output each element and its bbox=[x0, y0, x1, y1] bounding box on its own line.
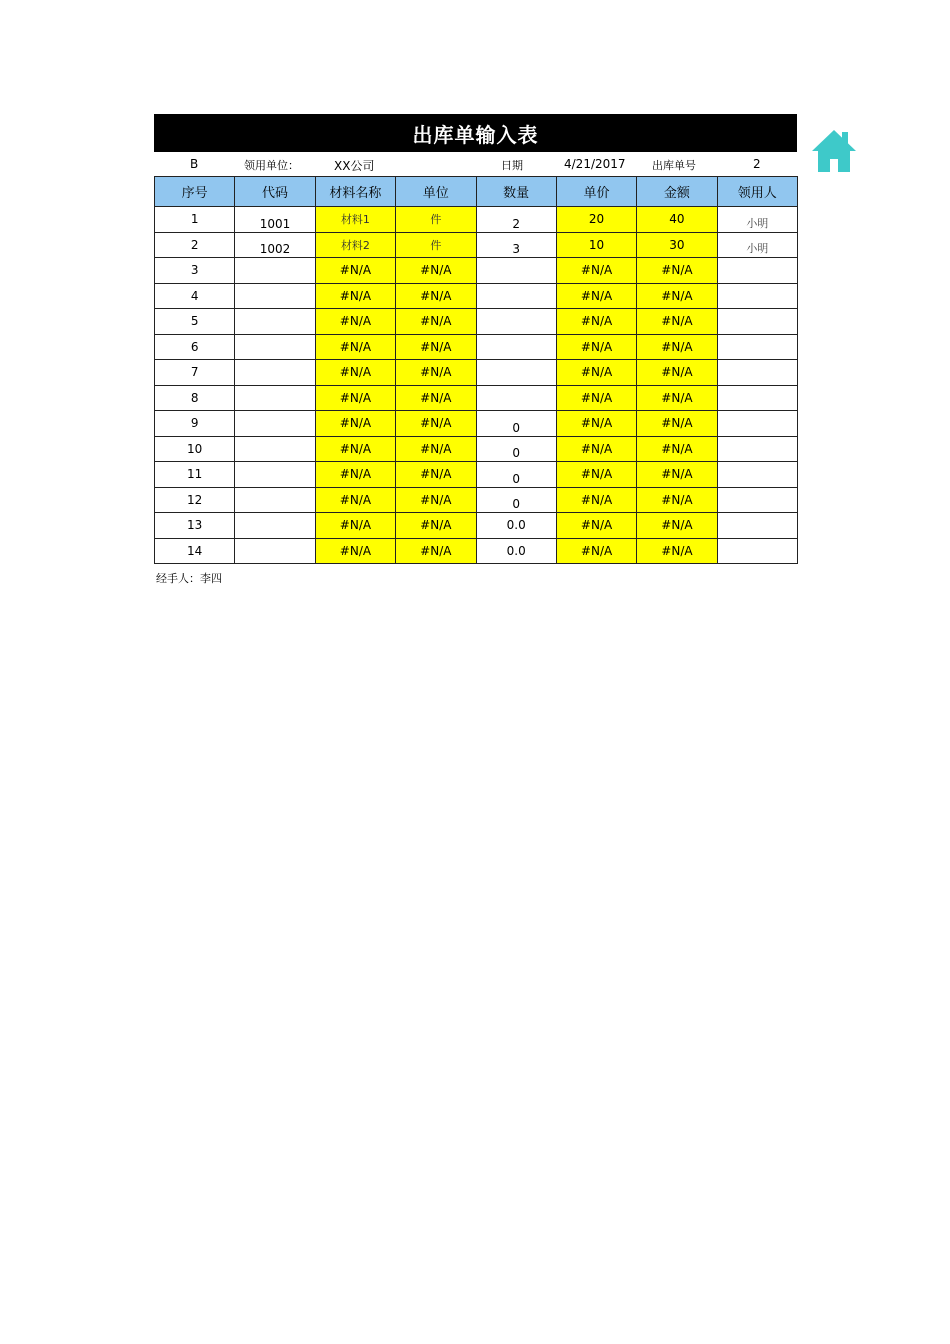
cell-unit: 件 bbox=[396, 207, 476, 233]
cell-qty[interactable]: 0 bbox=[476, 411, 556, 437]
cell-material-name: #N/A bbox=[315, 411, 395, 437]
cell-code[interactable] bbox=[235, 411, 315, 437]
cell-qty[interactable]: 0.0 bbox=[476, 513, 556, 539]
cell-qty[interactable]: 0 bbox=[476, 436, 556, 462]
cell-unit: #N/A bbox=[396, 436, 476, 462]
cell-qty[interactable] bbox=[476, 360, 556, 386]
cell-recipient[interactable]: 小明 bbox=[717, 232, 797, 258]
cell-price: #N/A bbox=[556, 436, 636, 462]
cell-code[interactable] bbox=[235, 513, 315, 539]
order-value[interactable]: 2 bbox=[753, 157, 761, 171]
cell-amount: #N/A bbox=[637, 309, 717, 335]
cell-price: #N/A bbox=[556, 487, 636, 513]
date-label: 日期 bbox=[501, 159, 523, 172]
cell-amount: #N/A bbox=[637, 411, 717, 437]
cell-seq: 4 bbox=[155, 283, 235, 309]
table-row bbox=[155, 462, 798, 488]
cell-unit: #N/A bbox=[396, 385, 476, 411]
table-row bbox=[155, 207, 798, 233]
table-row bbox=[155, 385, 798, 411]
cell-recipient[interactable] bbox=[717, 385, 797, 411]
cell-code[interactable] bbox=[235, 360, 315, 386]
cell-unit: #N/A bbox=[396, 309, 476, 335]
cell-price: #N/A bbox=[556, 462, 636, 488]
cell-material-name: #N/A bbox=[315, 487, 395, 513]
cell-price: #N/A bbox=[556, 385, 636, 411]
cell-seq: 5 bbox=[155, 309, 235, 335]
cell-seq: 2 bbox=[155, 232, 235, 258]
cell-recipient[interactable] bbox=[717, 360, 797, 386]
cell-qty[interactable]: 0 bbox=[476, 487, 556, 513]
table-row bbox=[155, 538, 798, 564]
cell-qty[interactable]: 3 bbox=[476, 232, 556, 258]
cell-recipient[interactable] bbox=[717, 411, 797, 437]
cell-recipient[interactable] bbox=[717, 436, 797, 462]
cell-code[interactable]: 1001 bbox=[235, 207, 315, 233]
cell-price: #N/A bbox=[556, 309, 636, 335]
handler-note: 经手人：李四 bbox=[156, 572, 222, 585]
cell-material-name: #N/A bbox=[315, 385, 395, 411]
cell-recipient[interactable] bbox=[717, 462, 797, 488]
cell-unit: #N/A bbox=[396, 487, 476, 513]
cell-price: 20 bbox=[556, 207, 636, 233]
cell-code[interactable] bbox=[235, 334, 315, 360]
cell-code[interactable]: 1002 bbox=[235, 232, 315, 258]
cell-unit: #N/A bbox=[396, 513, 476, 539]
cell-recipient[interactable] bbox=[717, 283, 797, 309]
cell-amount: 30 bbox=[637, 232, 717, 258]
cell-qty[interactable]: 0.0 bbox=[476, 538, 556, 564]
cell-code[interactable] bbox=[235, 487, 315, 513]
cell-code[interactable] bbox=[235, 258, 315, 284]
cell-seq: 8 bbox=[155, 385, 235, 411]
cell-unit: #N/A bbox=[396, 462, 476, 488]
cell-seq: 7 bbox=[155, 360, 235, 386]
cell-seq: 9 bbox=[155, 411, 235, 437]
header-recipient: 领用人 bbox=[717, 177, 797, 207]
cell-code[interactable] bbox=[235, 462, 315, 488]
cell-seq: 14 bbox=[155, 538, 235, 564]
cell-material-name: 材料2 bbox=[315, 232, 395, 258]
table-row bbox=[155, 334, 798, 360]
header-price: 单价 bbox=[556, 177, 636, 207]
table-row bbox=[155, 360, 798, 386]
home-button[interactable] bbox=[811, 128, 857, 176]
cell-unit: #N/A bbox=[396, 258, 476, 284]
cell-recipient[interactable] bbox=[717, 258, 797, 284]
cell-code[interactable] bbox=[235, 538, 315, 564]
header-row bbox=[155, 177, 798, 207]
table-row bbox=[155, 258, 798, 284]
cell-recipient[interactable]: 小明 bbox=[717, 207, 797, 233]
cell-amount: #N/A bbox=[637, 385, 717, 411]
cell-code[interactable] bbox=[235, 309, 315, 335]
cell-unit: #N/A bbox=[396, 538, 476, 564]
home-icon bbox=[811, 128, 857, 176]
cell-unit: #N/A bbox=[396, 334, 476, 360]
cell-material-name: #N/A bbox=[315, 462, 395, 488]
cell-unit: #N/A bbox=[396, 283, 476, 309]
cell-recipient[interactable] bbox=[717, 334, 797, 360]
cell-qty[interactable] bbox=[476, 334, 556, 360]
cell-qty[interactable] bbox=[476, 385, 556, 411]
cell-amount: #N/A bbox=[637, 436, 717, 462]
cell-qty[interactable]: 0 bbox=[476, 462, 556, 488]
cell-seq: 6 bbox=[155, 334, 235, 360]
table-row bbox=[155, 283, 798, 309]
cell-qty[interactable] bbox=[476, 258, 556, 284]
cell-amount: #N/A bbox=[637, 513, 717, 539]
header-seq: 序号 bbox=[155, 177, 235, 207]
cell-material-name: #N/A bbox=[315, 436, 395, 462]
cell-recipient[interactable] bbox=[717, 487, 797, 513]
table-row bbox=[155, 309, 798, 335]
cell-amount: #N/A bbox=[637, 334, 717, 360]
cell-seq: 13 bbox=[155, 513, 235, 539]
items-table bbox=[154, 176, 798, 564]
header-name: 材料名称 bbox=[315, 177, 395, 207]
cell-seq: 1 bbox=[155, 207, 235, 233]
cell-material-name: #N/A bbox=[315, 309, 395, 335]
header-code: 代码 bbox=[235, 177, 315, 207]
cell-amount: #N/A bbox=[637, 462, 717, 488]
cell-amount: 40 bbox=[637, 207, 717, 233]
cell-unit: #N/A bbox=[396, 411, 476, 437]
cell-seq: 11 bbox=[155, 462, 235, 488]
header-qty: 数量 bbox=[476, 177, 556, 207]
cell-seq: 10 bbox=[155, 436, 235, 462]
cell-seq: 3 bbox=[155, 258, 235, 284]
cell-code[interactable] bbox=[235, 436, 315, 462]
date-value[interactable]: 4/21/2017 bbox=[564, 157, 626, 171]
form-title: 出库单输入表 bbox=[154, 114, 797, 152]
cell-amount: #N/A bbox=[637, 487, 717, 513]
unit-label: 领用单位： bbox=[244, 159, 299, 172]
table-row bbox=[155, 487, 798, 513]
cell-recipient[interactable] bbox=[717, 538, 797, 564]
cell-seq: 12 bbox=[155, 487, 235, 513]
outbound-form bbox=[154, 114, 797, 586]
cell-price: #N/A bbox=[556, 538, 636, 564]
cell-price: #N/A bbox=[556, 258, 636, 284]
table-row bbox=[155, 513, 798, 539]
cell-qty[interactable]: 2 bbox=[476, 207, 556, 233]
cell-price: #N/A bbox=[556, 283, 636, 309]
cell-unit: 件 bbox=[396, 232, 476, 258]
cell-price: #N/A bbox=[556, 411, 636, 437]
cell-material-name: #N/A bbox=[315, 538, 395, 564]
table-row bbox=[155, 436, 798, 462]
header-amount: 金额 bbox=[637, 177, 717, 207]
cell-qty[interactable] bbox=[476, 283, 556, 309]
cell-material-name: #N/A bbox=[315, 283, 395, 309]
info-code[interactable]: B bbox=[190, 157, 199, 171]
cell-amount: #N/A bbox=[637, 360, 717, 386]
unit-value[interactable]: XX公司 bbox=[334, 159, 375, 173]
cell-material-name: 材料1 bbox=[315, 207, 395, 233]
cell-code[interactable] bbox=[235, 283, 315, 309]
cell-material-name: #N/A bbox=[315, 334, 395, 360]
cell-price: #N/A bbox=[556, 513, 636, 539]
info-row bbox=[154, 152, 797, 176]
cell-recipient[interactable] bbox=[717, 513, 797, 539]
cell-amount: #N/A bbox=[637, 538, 717, 564]
cell-code[interactable] bbox=[235, 385, 315, 411]
cell-material-name: #N/A bbox=[315, 258, 395, 284]
table-row bbox=[155, 411, 798, 437]
cell-price: #N/A bbox=[556, 360, 636, 386]
cell-material-name: #N/A bbox=[315, 360, 395, 386]
cell-price: 10 bbox=[556, 232, 636, 258]
cell-amount: #N/A bbox=[637, 258, 717, 284]
cell-qty[interactable] bbox=[476, 309, 556, 335]
order-label: 出库单号 bbox=[652, 159, 696, 172]
cell-unit: #N/A bbox=[396, 360, 476, 386]
header-unit: 单位 bbox=[396, 177, 476, 207]
cell-recipient[interactable] bbox=[717, 309, 797, 335]
cell-price: #N/A bbox=[556, 334, 636, 360]
cell-material-name: #N/A bbox=[315, 513, 395, 539]
cell-amount: #N/A bbox=[637, 283, 717, 309]
table-row bbox=[155, 232, 798, 258]
